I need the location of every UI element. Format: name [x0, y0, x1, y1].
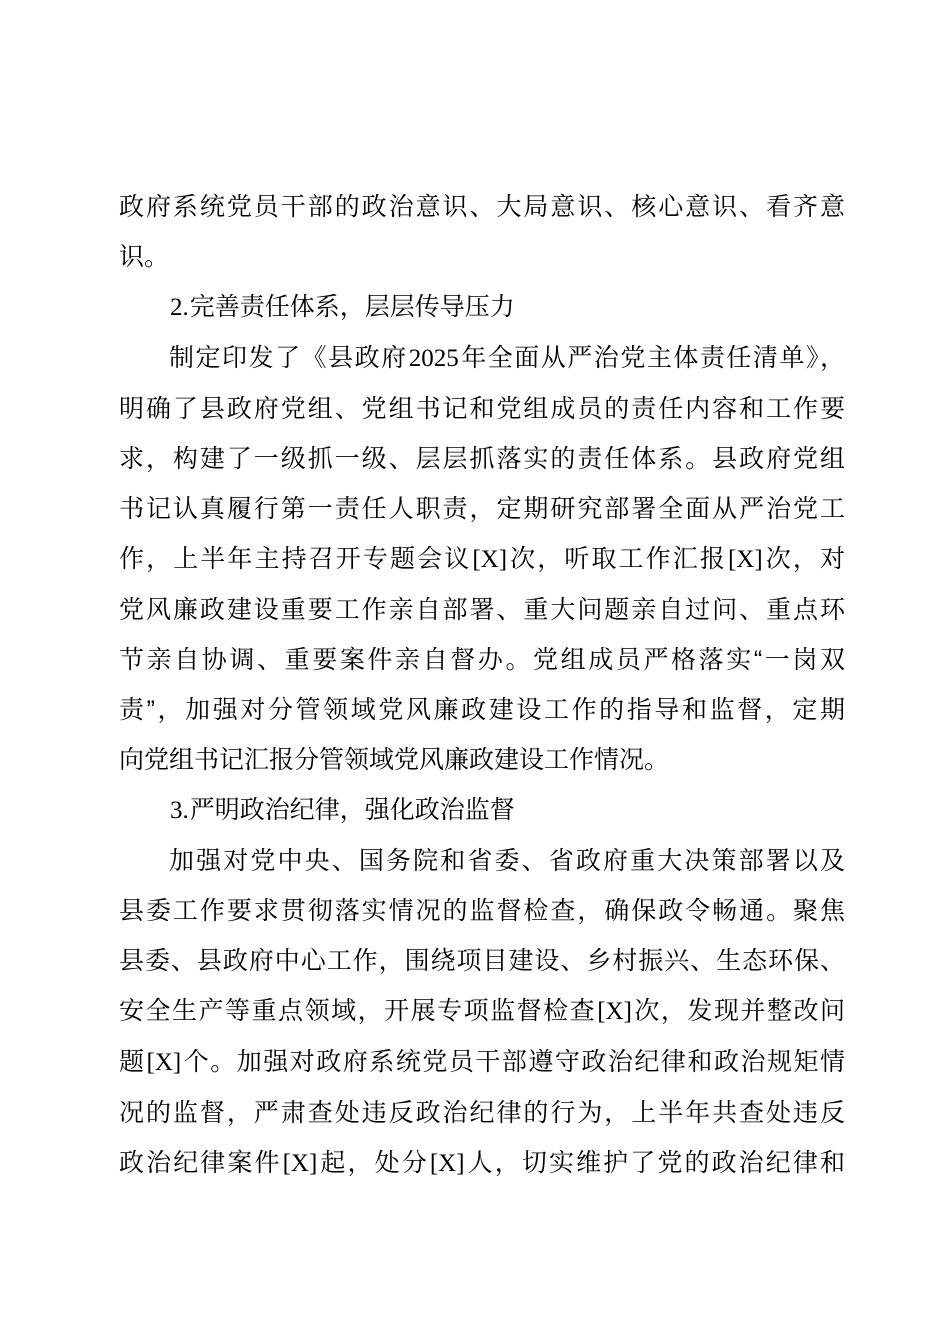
text-line: 政治纪律案件[X]起，处分[X]人，切实维护了党的政治纪律和: [119, 1149, 845, 1177]
text-line: 政府系统党员干部的政治意识、大局意识、核心意识、看齐意: [119, 193, 845, 221]
latin-run: 2025: [408, 345, 459, 372]
latin-run: [X]: [727, 546, 763, 573]
text-line: 制定印发了《县政府2025年全面从严治党主体责任清单》，: [169, 344, 845, 372]
text-line: 加强对党中央、国务院和省委、省政府重大决策部署以及: [169, 847, 845, 875]
latin-run: [X]: [597, 998, 632, 1025]
text-line: 县委、县政府中心工作，围绕项目建设、乡村振兴、生态环保、: [119, 947, 845, 975]
text-line: 识。: [119, 243, 170, 271]
text-line: 作，上半年主持召开专题会议[X]次，听取工作汇报[X]次，对: [119, 545, 845, 573]
latin-run: [X]: [472, 546, 508, 573]
text-line: 节亲自协调、重要案件亲自督办。党组成员严格落实“一岗双: [119, 646, 845, 674]
text-line: 况的监督，严肃查处违反政治纪律的行为，上半年共查处违反: [119, 1099, 845, 1127]
text-line: 书记认真履行第一责任人职责，定期研究部署全面从严治党工: [119, 495, 845, 523]
section-heading: 2.完善责任体系，层层传导压力: [170, 293, 515, 321]
latin-run: [X]: [429, 1150, 465, 1177]
latin-run: [X]: [282, 1150, 318, 1177]
text-line: 题[X]个。加强对政府系统党员干部遵守政治纪律和政治规矩情: [119, 1048, 845, 1076]
text-line: 求，构建了一级抓一级、层层抓落实的责任体系。县政府党组: [119, 445, 845, 473]
text-line: 县委工作要求贯彻落实情况的监督检查，确保政令畅通。聚焦: [119, 897, 845, 925]
text-line: 安全生产等重点领域，开展专项监督检查[X]次，发现并整改问: [119, 997, 845, 1025]
text-line: 责”，加强对分管领域党风廉政建设工作的指导和监督，定期: [119, 696, 845, 724]
latin-run: 3.: [170, 797, 189, 824]
text-line: 党风廉政建设重要工作亲自部署、重大问题亲自过问、重点环: [119, 596, 845, 624]
latin-run: 2.: [170, 294, 189, 321]
text-line: 向党组书记汇报分管领域党风廉政建设工作情况。: [119, 746, 670, 774]
latin-run: [X]: [146, 1049, 182, 1076]
section-heading: 3.严明政治纪律，强化政治监督: [170, 796, 515, 824]
text-line: 明确了县政府党组、党组书记和党组成员的责任内容和工作要: [119, 395, 845, 423]
document-body: [119, 182, 845, 1189]
